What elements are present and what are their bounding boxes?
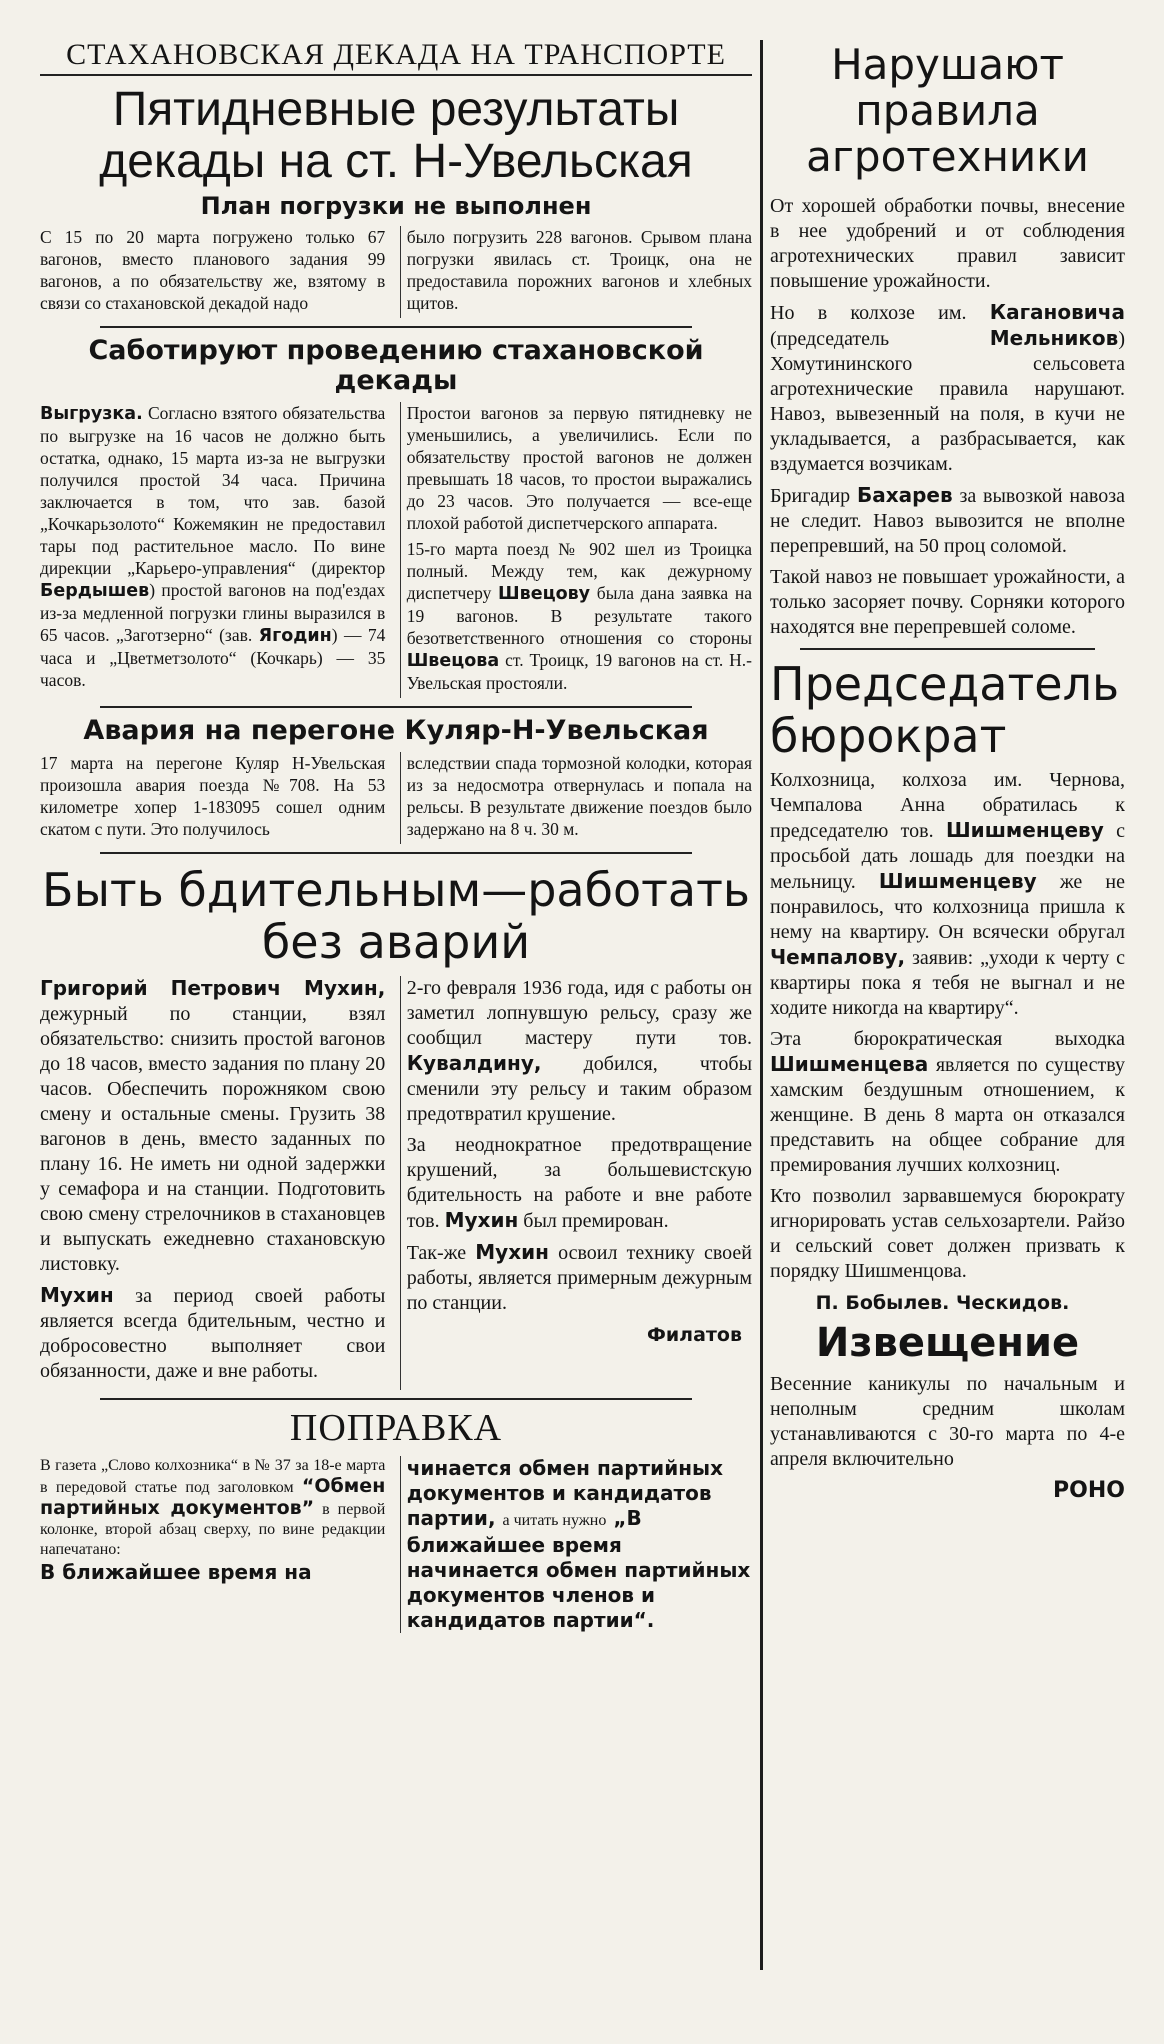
article-text: Эта бюрократическая выходка Шишменцева является по существу хамским бездушным отношением, к женщине. В день 8 марта он отказался представить на общее собрание для премирования лучших колхозниц. xyxy=(770,1028,1126,1176)
article-text: было погрузить 228 вагонов. Срывом плана погрузки явилась ст. Троицк, она не предоставила порожних вагонов и хлебных щитов. xyxy=(406,227,752,313)
article-subhead: План погрузки не выполнен xyxy=(200,192,592,220)
divider xyxy=(800,648,1095,650)
article-accident xyxy=(40,716,752,844)
person-name: Ягодин xyxy=(258,626,332,646)
person-name: Мухин xyxy=(444,1208,519,1232)
divider xyxy=(100,852,692,854)
article-sabotage xyxy=(40,336,752,698)
article-text: 15-го марта поезд № 902 шел из Троицка полный. Между тем, как дежурному диспетчеру Швецову была дана заявка на 19 вагонов. В результате такого безответственного отношения со стороны Швецова ст. Троицк, 19 вагонов на ст. Н.-Увельская простояли. xyxy=(406,539,752,693)
person-name: Кагановича xyxy=(989,300,1125,324)
person-name: Мухин xyxy=(40,1283,114,1307)
person-name: Бахарев xyxy=(856,483,953,507)
section-banner: СТАХАНОВСКАЯ ДЕКАДА НА ТРАНСПОРТЕ xyxy=(40,38,752,76)
article-text: За неоднократное предотвращение крушений, за большевистскую бдительность на работе и вне работе тов. Мухин был премирован. xyxy=(406,1134,752,1232)
article-headline: Извещение xyxy=(815,1320,1080,1366)
article-subhead: Авария на перегоне Куляр-Н-Увельская xyxy=(83,715,709,746)
person-name: Швецову xyxy=(498,584,591,604)
divider xyxy=(100,326,692,328)
article-text: В газета „Слово колхозника“ в № 37 за 18-е марта в передовой статье под заголовком “Обмен партийных документов” в первой колонке, второй абзац сверху, по вине редакции напечатано: xyxy=(40,1457,386,1558)
person-name: Григорий Петрович Мухин, xyxy=(40,976,386,1000)
lead-word: Выгрузка. xyxy=(40,404,143,424)
article-notice xyxy=(770,1320,1125,1503)
article-text: 2-го февраля 1936 года, идя с работы он заметил лопнувшую рельсу, сразу же сообщил мастеру пути тов. Кувалдину, добился, чтобы сменили эту рельсу и таким образом предотвратил крушение. xyxy=(406,977,753,1125)
person-name: Швецова xyxy=(406,651,500,671)
article-text: Выгрузка. Согласно взятого обязательства по выгрузке на 16 часов не должно быть остатка, однако, 15 марта из-за не выгрузки получился простой 34 часа. Причина заключается в том, что зав. базой „Кочкарьзолото“ Кожемякин не предоставил тары под растительное масло. По вине дирекции „Карьеро-управления“ (директор Бердышев) простой вагонов на под'ездах из-за медленной погрузки глины выразился в 65 часов. „Заготзерно“ (зав. Ягодин) — 74 часа и „Цветметзолото“ (Кочкарь) — 35 часов. xyxy=(40,403,386,690)
article-bureaucrat xyxy=(770,658,1125,1314)
article-signature: П. Бобылев. Ческидов. xyxy=(815,1292,1070,1314)
main-headline: Пятидневные результаты декады на ст. Н-Увельская xyxy=(99,83,693,188)
person-name: Бердышев xyxy=(40,581,150,601)
person-name: Шишменцеву xyxy=(945,818,1104,842)
article-text: Но в колхозе им. Кагановича (председатель Мельников) Хомутининского сельсовета агротехнические правила нарушают. Навоз, вывезенный на поля, в кучи не укладывается, а разбрасывается, как вздумается возчикам. xyxy=(770,300,1125,475)
article-headline: Нарушают правила агротехники xyxy=(806,40,1089,181)
article-text: Такой навоз не повышает урожайности, а только засоряет почву. Сорняки которого находятся вне перепревшей соломе. xyxy=(770,566,1125,638)
article-text: Колхозница, колхоза им. Чернова, Чемпалова Анна обратилась к председателю тов. Шишменцеву с просьбой дать лошадь для поездки на мельницу. Шишменцеву же не понравилось, что колхозница пришла к нему на квартиру. Он всячески обругал Чемпалову, заявив: „уходи к черту с квартиры пока я тебя не выгнал и не ходите никогда на квартиру“. xyxy=(770,769,1126,1019)
article-text: Весенние каникулы по начальным и неполным средним школам устанавливаются с 30-го марта по 4-е апреля включительно xyxy=(770,1373,1125,1470)
person-name: Шишменцева xyxy=(770,1052,929,1076)
quoted-text: В ближайшее время на xyxy=(40,1560,312,1584)
quoted-text: чинается обмен партийных документов и кандидатов партии, а читать нужно „В ближайшее время начинается обмен партийных документов членов и кандидатов партии“. xyxy=(406,1456,751,1632)
article-text: Кто позволил зарвавшемуся бюрократу игнорировать устав сельхозартели. Райзо и сельский совет должен призвать к порядку Шишменцова. xyxy=(770,1185,1125,1282)
divider xyxy=(100,706,692,708)
person-name: Чемпалову, xyxy=(770,945,906,969)
article-text: От хорошей обработки почвы, внесение в нее удобрений и от соблюдения агротехнических правил зависит повышение урожайности. xyxy=(770,195,1125,292)
article-text: 17 марта на перегоне Куляр Н-Увельская произошла авария поезда №708. На 53 километре хопер 1-183095 сошел одним скатом с пути. Это получилось xyxy=(40,753,386,839)
article-text: Григорий Петрович Мухин, дежурный по станции, взял обязательство: снизить простой вагонов до 18 часов, вместо задания по плану 20 часов. Обеспечить порожняком свою смену и остальные смены. Грузить 38 вагонов в день, вместо заданных по плану 16. Не иметь ни одной задержки у семафора и на станции. Подготовить свою смену стрелочников в стахановцев и выпускать ежедневно стахановскую листовку. xyxy=(40,976,386,1275)
article-text: Так-же Мухин освоил технику своей работы, является примерным дежурным по станции. xyxy=(406,1240,753,1314)
column-divider xyxy=(760,40,763,1970)
left-column xyxy=(40,38,752,1633)
article-text: С 15 по 20 марта погружено только 67 вагонов, вместо планового задания 99 вагонов, а по обязательству же, взятому в связи со стахановской декадой надо xyxy=(40,227,386,313)
article-text: Простои вагонов за первую пятидневку не уменьшились, а увеличились. Если по обязательству простой вагонов не должен превышать 18 часов, то простои выражались до 23 часов. Это получается — все-еще плохой работой диспетчерского аппарата. xyxy=(406,403,752,533)
article-text: Бригадир Бахарев за вывозкой навоза не следит. Навоз вывозится не вполне перепревший, на 50 проц соломой. xyxy=(770,483,1126,557)
correction-notice xyxy=(40,1406,752,1633)
divider xyxy=(100,1398,692,1400)
article-subhead: Саботируют проведению стахановской декады xyxy=(88,335,704,396)
person-name: Мухин xyxy=(475,1240,549,1264)
person-name: Кувалдину, xyxy=(406,1051,542,1075)
person-name: Шишменцеву xyxy=(878,869,1037,893)
article-loading-plan xyxy=(40,192,752,318)
article-signature: РОНО xyxy=(1053,1478,1125,1503)
article-text: вследствии спада тормозной колодки, которая из за недосмотра отвернулась и попала на рельсы. В результате движение поездов было задержано на 8 ч. 30 м. xyxy=(406,753,752,839)
article-text: Мухин за период своей работы является всегда бдительным, честно и добросовестно выполняет свои обязанности, даже и вне работы. xyxy=(40,1283,386,1382)
article-headline: Быть бдительным—работать без аварий xyxy=(42,863,750,969)
article-signature: Филатов xyxy=(647,1324,742,1346)
correction-title: ПОПРАВКА xyxy=(289,1407,503,1449)
person-name: Мельников xyxy=(989,326,1119,350)
article-agrotech xyxy=(770,42,1125,640)
article-headline: Председатель бюрократ xyxy=(770,657,1120,763)
article-vigilance xyxy=(40,864,752,1390)
right-column xyxy=(770,38,1125,1503)
